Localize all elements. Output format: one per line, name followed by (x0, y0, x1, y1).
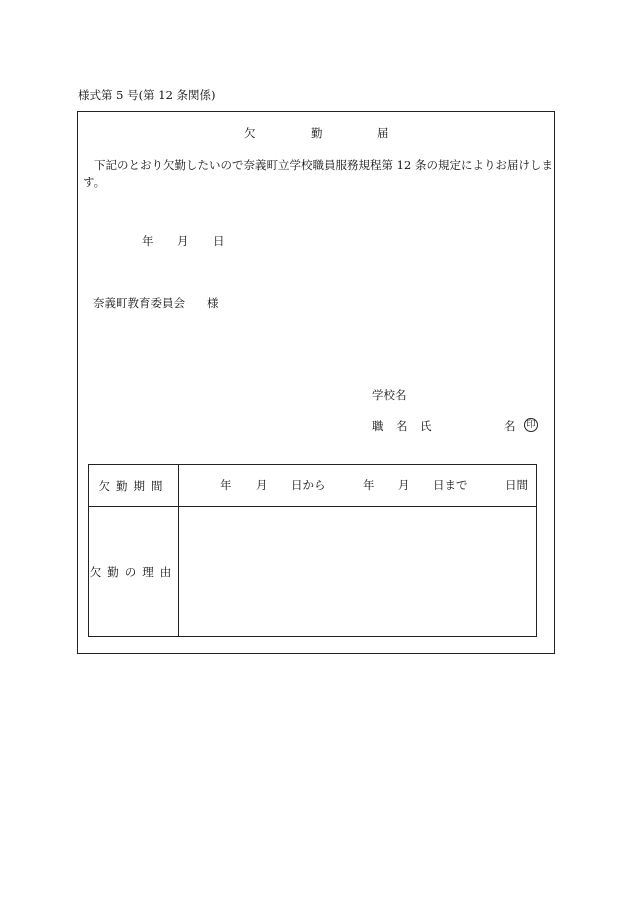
date-day-label: 日 (213, 234, 225, 248)
document-title (0, 128, 630, 140)
period-year-2: 年 (363, 478, 375, 492)
name-label: 名 (504, 419, 516, 433)
title-char-2: 勤 (311, 126, 323, 140)
title-char-1: 欠 (244, 126, 256, 140)
period-day-to: 日まで (433, 478, 468, 492)
declaration-text: 下記のとおり欠勤したいので奈義町立学校職員服務規程第 12 条の規定によりお届けします。 (83, 158, 553, 189)
addressee-honorific: 様 (207, 296, 219, 310)
leave-reason-value (179, 507, 537, 637)
leave-period-row (89, 465, 537, 507)
period-month-1: 月 (256, 478, 268, 492)
position-char-1: 職 (372, 419, 384, 433)
date-year-label: 年 (142, 234, 154, 248)
period-year-1: 年 (220, 478, 232, 492)
title-char-3: 届 (377, 126, 389, 140)
period-day-from: 日から (291, 478, 326, 492)
seal-mark-icon: 印 (524, 418, 538, 432)
leave-table (88, 464, 537, 637)
school-name-label: 学校名 (372, 388, 407, 402)
position-char-2: 名 (396, 419, 408, 433)
addressee: 奈義町教育委員会 (93, 296, 185, 310)
leave-period-value (179, 465, 537, 507)
date-month-label: 月 (177, 234, 189, 248)
leave-reason-row (89, 507, 537, 637)
form-number-label: 様式第 5 号(第 12 条関係) (78, 88, 216, 102)
position-char-3: 氏 (420, 419, 432, 433)
period-days: 日間 (505, 478, 528, 492)
period-month-2: 月 (398, 478, 410, 492)
leave-reason-header: 欠勤の理由 (89, 507, 179, 637)
leave-period-header: 欠勤期間 (89, 465, 179, 507)
